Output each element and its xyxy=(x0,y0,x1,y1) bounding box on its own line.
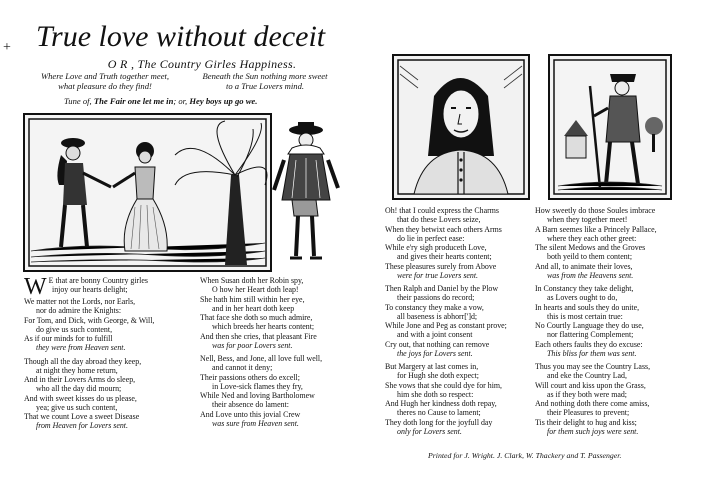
verse-line: This bliss for them was sent. xyxy=(547,348,637,358)
verse-line: She vows that she could dye for him, xyxy=(385,380,503,390)
verse-line: and in her heart doth keep xyxy=(212,303,295,313)
verse-line: when they together meet! xyxy=(547,215,628,225)
verse-line: And then she cries, that pleasant Fire xyxy=(200,331,317,341)
verse-line: for them such joys were sent. xyxy=(547,426,639,436)
verse-line: And in their Lovers Arms do sleep, xyxy=(24,375,136,384)
verse-line: That we count Love a sweet Disease xyxy=(24,412,140,421)
verse-line: As if our minds for to fulfill xyxy=(24,334,113,343)
verse-line: And nothing doth there come amiss, xyxy=(535,399,650,408)
intro-right-line: Beneath the Sun nothing more sweet xyxy=(202,71,328,81)
verse-line: for Hugh she doth expect; xyxy=(397,371,479,381)
verse-line: O how her Heart doth leap! xyxy=(212,285,299,295)
woodcut-farmer-illustration xyxy=(550,56,670,198)
woodcut-couple xyxy=(23,113,272,272)
tune-line xyxy=(64,96,257,106)
verse-line: which breeds her hearts content; xyxy=(212,322,315,332)
tune-name: The Fair one let me in xyxy=(93,96,174,106)
verse-line: from Heaven for Lovers sent. xyxy=(36,421,128,431)
woodcut-standing-man-illustration xyxy=(270,120,342,262)
verse-line: Their passions others do excell; xyxy=(200,372,300,382)
verse-line: at night they home return, xyxy=(36,365,118,375)
verse-line: She hath him still within her eye, xyxy=(200,294,305,304)
verse-line: While Ned and loving Bartholomew xyxy=(200,391,315,400)
woodcut-portrait-illustration xyxy=(394,56,528,198)
verse-line: as if they both were mad; xyxy=(547,389,627,399)
verse-column-1 xyxy=(24,276,204,431)
verse-line: E that are bonny Country girles xyxy=(48,276,148,285)
tune-separator: ; or, xyxy=(173,96,188,106)
verse-line: No Courtly Language they do use, xyxy=(535,321,644,330)
woodcut-farmer xyxy=(548,54,672,200)
verse-line: as Lovers ought to do, xyxy=(547,293,618,303)
intro-right xyxy=(190,72,340,91)
verse-line: and cannot it deny; xyxy=(212,363,273,373)
verse-line: and eke the Country Lad, xyxy=(547,371,627,381)
verse-line: theres no Cause to lament; xyxy=(397,408,481,418)
verse-line: was from the Heavens sent. xyxy=(547,270,634,280)
verse-line: Will court and kiss upon the Grass, xyxy=(535,380,646,390)
verse-line: For Tom, and Dick, with George, & Will, xyxy=(24,315,155,325)
intro-right-line: to a True Lovers mind. xyxy=(225,80,305,91)
verse-line: Oh! that I could express the Charms xyxy=(385,206,499,215)
verse-line: yea; give us such content, xyxy=(36,402,118,412)
verse-line: We matter not the Lords, nor Earls, xyxy=(24,297,136,306)
verse-line: that do these Lovers seize, xyxy=(397,215,481,225)
verse-line: Though all the day abroad they keep, xyxy=(24,356,142,366)
verse-first-stanza xyxy=(24,274,204,300)
verse-line: In Constancy they take delight, xyxy=(535,284,634,293)
verse-line: do give us such content, xyxy=(36,324,113,334)
verse-line: And Hugh her kindness doth repay, xyxy=(385,399,497,408)
intro-left-line: Where Love and Truth together meet, xyxy=(40,71,170,81)
verse-line: in Love-sick flames they fry, xyxy=(212,381,303,391)
verse-line: nor do admire the Knights: xyxy=(36,306,122,316)
verse-line: nor flattering Complement; xyxy=(547,330,634,340)
verse-line: Tis their delight to hug and kiss; xyxy=(535,417,637,427)
verse-line: Thus you may see the Country Lass, xyxy=(535,362,651,371)
verse-line: But Margery at last comes in, xyxy=(385,362,479,371)
verse-line: only for Lovers sent. xyxy=(397,426,462,436)
intro-left xyxy=(40,72,170,91)
tune-prefix: Tune of, xyxy=(64,96,92,106)
verse-line: And Love unto this jovial Crew xyxy=(200,409,301,419)
woodcut-standing-man xyxy=(270,120,342,262)
verse-line: Cry out, that nothing can remove xyxy=(385,339,490,349)
verse-line: While Jone and Peg as constant prove; xyxy=(385,321,507,330)
corner-mark: + xyxy=(3,40,11,55)
intro-left-line: what pleasure do they find! xyxy=(58,80,152,91)
verse-line: How sweetly do those Soules imbrace xyxy=(535,206,656,215)
verse-line: That face she doth so much admire, xyxy=(200,313,313,322)
verse-line: who all the day did mourn; xyxy=(36,384,122,394)
verse-line: where they each other greet: xyxy=(547,233,637,243)
verse-column-4 xyxy=(535,206,700,436)
verse-line: were for true Lovers sent. xyxy=(397,270,479,280)
verse-line: Each others faults they do excuse: xyxy=(535,339,643,349)
verse-line: They doth long for the joyfull day xyxy=(385,417,493,427)
verse-line: And with sweet kisses do us please, xyxy=(24,393,137,403)
verse-line: When Susan doth her Robin spy, xyxy=(200,276,304,285)
woodcut-couple-illustration xyxy=(25,115,270,270)
verse-line: And all, to animate their loves, xyxy=(535,261,633,271)
printer-imprint: Printed for J. Wright. J. Clark, W. Thackery and T. Passenger. xyxy=(428,451,622,460)
verse-line: their absence do lament: xyxy=(212,400,289,410)
verse-line: their Pleasures to prevent; xyxy=(547,408,630,418)
ballad-title: True love without deceit xyxy=(36,20,326,53)
verse-line: this is most certain true: xyxy=(547,311,623,321)
ballad-subtitle: O R , The Country Girles Happiness. xyxy=(107,57,297,71)
verse-line: In hearts and souls they do unite, xyxy=(535,302,640,312)
woodcut-portrait xyxy=(392,54,530,200)
verse-line: all baseness is abhorr[']d; xyxy=(397,311,478,321)
verse-column-3 xyxy=(385,206,535,436)
verse-line: Then Ralph and Daniel by the Plow xyxy=(385,284,499,293)
verse-line: him she doth so respect: xyxy=(397,389,474,399)
verse-column-2 xyxy=(200,276,365,428)
verse-line: do lie in perfect ease: xyxy=(397,233,465,243)
verse-line: injoy our hearts delight; xyxy=(52,285,128,295)
drop-cap: W xyxy=(24,274,47,300)
verse-line: they were from Heaven sent. xyxy=(36,343,126,353)
verse-line: their passions do record; xyxy=(397,293,475,303)
verse-line: A Barn seemes like a Princely Pallace, xyxy=(535,224,657,234)
verse-line: When they betwixt each others Arms xyxy=(385,224,502,234)
verse-line: To constancy they make a vow, xyxy=(385,302,484,312)
verse-line: was sure from Heaven sent. xyxy=(212,418,299,428)
verse-line: and with a joint consent xyxy=(397,330,473,340)
verse-line: the joys for Lovers sent. xyxy=(397,348,473,358)
verse-line: While e'ry sigh produceth Love, xyxy=(385,243,487,252)
tune-name: Hey boys up go we. xyxy=(189,96,258,106)
verse-line: was for poor Lovers sent. xyxy=(212,340,293,350)
verse-line: Nell, Bess, and Jone, all love full well, xyxy=(200,354,323,363)
verse-line: both yeild to them content; xyxy=(547,252,633,262)
verse-line: The silent Medows and the Groves xyxy=(535,243,646,252)
verse-line: and gives their hearts content; xyxy=(397,252,492,262)
verse-line: These pleasures surely from Above xyxy=(385,261,497,271)
